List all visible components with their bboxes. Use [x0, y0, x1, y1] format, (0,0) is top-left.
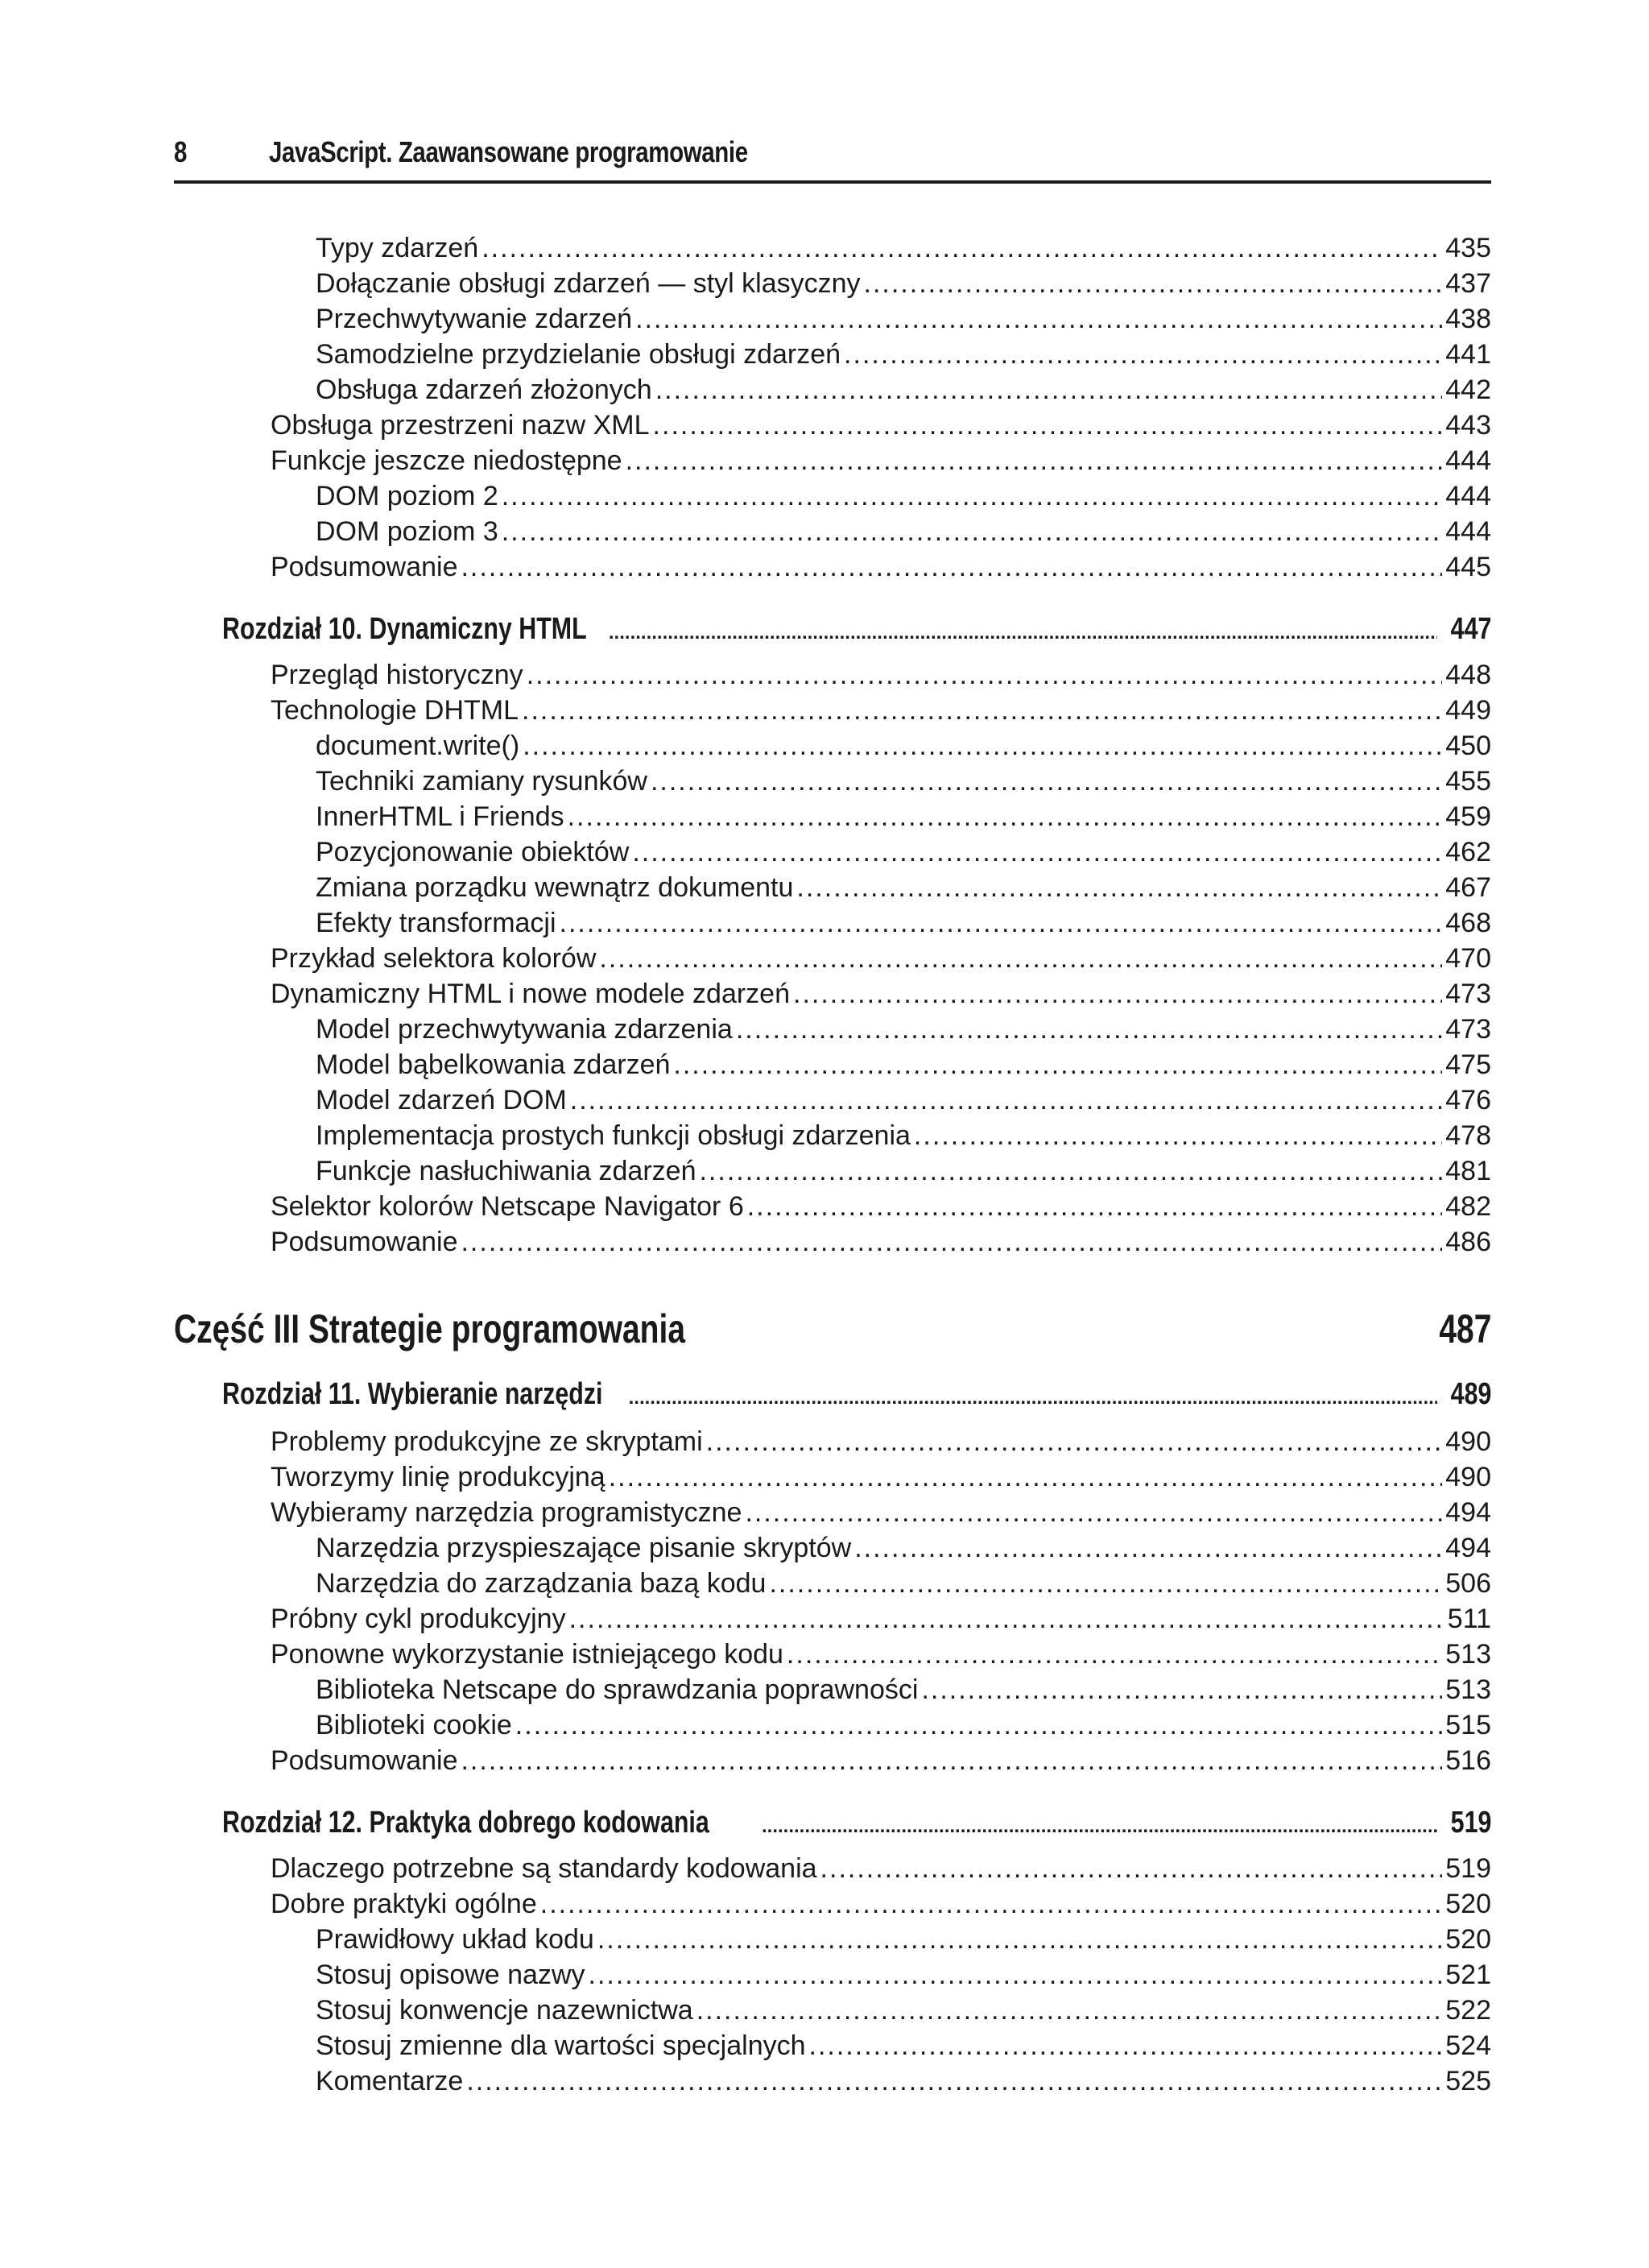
dot-leader [921, 1672, 1442, 1707]
toc-entry[interactable] [271, 1189, 1491, 1224]
dot-leader [696, 1993, 1443, 2028]
part-page: 487 [1438, 1306, 1491, 1351]
toc-entry[interactable] [316, 1082, 1491, 1118]
dot-leader [736, 1012, 1442, 1047]
dot-leader [673, 1047, 1442, 1082]
toc-entry-page: 520 [1445, 1924, 1491, 1955]
toc-entry-page: 450 [1445, 730, 1491, 761]
dot-leader [745, 1495, 1442, 1530]
toc-entry-label: Obsługa przestrzeni nazw XML [271, 410, 650, 441]
toc-entry[interactable] [316, 905, 1491, 941]
toc-entry-label: Model zdarzeń DOM [316, 1085, 567, 1115]
toc-entry[interactable] [316, 1153, 1491, 1189]
dot-leader [481, 230, 1442, 266]
toc-entry-page: 524 [1445, 2030, 1491, 2061]
dot-leader [864, 266, 1443, 301]
toc-entry-page: 438 [1445, 304, 1491, 334]
toc-entry-label: Przegląd historyczny [271, 660, 523, 690]
toc-entry[interactable] [316, 266, 1491, 301]
dot-leader [527, 657, 1443, 693]
toc-entry-label: Model przechwytywania zdarzenia [316, 1014, 733, 1045]
toc-entry-page: 506 [1445, 1568, 1491, 1599]
toc-entry-page: 468 [1445, 908, 1491, 938]
dot-leader [515, 1707, 1442, 1743]
toc-entry[interactable] [271, 976, 1491, 1012]
chapter-title: Rozdział 12. Praktyka dobrego kodowania [222, 1806, 709, 1840]
toc-entry-label: Komentarze [316, 2066, 464, 2096]
toc-entry-page: 455 [1445, 766, 1491, 797]
dot-leader [844, 337, 1442, 372]
toc-entry-page: 494 [1445, 1497, 1491, 1528]
toc-entry-label: Techniki zamiany rysunków [316, 766, 647, 797]
dot-leader [560, 905, 1443, 941]
toc-entry-page: 481 [1445, 1156, 1491, 1186]
toc-entry[interactable] [271, 1851, 1491, 1886]
toc-entry-page: 490 [1445, 1426, 1491, 1457]
toc-entry-label: Pozycjonowanie obiektów [316, 837, 630, 867]
toc-entry[interactable] [316, 1566, 1491, 1601]
dot-leader [523, 728, 1442, 764]
toc-entry[interactable] [316, 301, 1491, 337]
toc-entry[interactable] [316, 514, 1491, 549]
toc-entry-label: Typy zdarzeń [316, 233, 479, 263]
toc-entry-page: 519 [1445, 1853, 1491, 1884]
dot-leader [609, 613, 1437, 649]
toc-entry[interactable] [316, 1922, 1491, 1957]
toc-entry[interactable] [271, 443, 1491, 478]
toc-entry[interactable] [271, 1743, 1491, 1778]
toc-entry-page: 462 [1445, 837, 1491, 867]
toc-entry-label: Stosuj konwencje nazewnictwa [316, 1995, 693, 2026]
toc-entry-page: 442 [1445, 375, 1491, 405]
toc-entry-label: Przykład selektora kolorów [271, 943, 597, 974]
chapter-title: Rozdział 11. Wybieranie narzędzi [222, 1377, 603, 1411]
toc-entry-page: 520 [1445, 1889, 1491, 1919]
dot-leader [522, 693, 1442, 728]
toc-entry[interactable] [316, 1118, 1491, 1153]
toc-entry[interactable] [316, 230, 1491, 266]
dot-leader [653, 408, 1443, 443]
toc-entry[interactable] [316, 372, 1491, 408]
toc-entry[interactable] [316, 870, 1491, 905]
dot-leader [914, 1118, 1442, 1153]
toc-entry-page: 478 [1445, 1120, 1491, 1151]
toc-entry-page: 521 [1445, 1960, 1491, 1990]
toc-entry-page: 516 [1445, 1745, 1491, 1776]
toc-entry-label: Podsumowanie [271, 552, 458, 582]
dot-leader [597, 1922, 1442, 1957]
toc-entry[interactable] [271, 941, 1491, 976]
toc-entry[interactable] [316, 2063, 1491, 2099]
toc-entry-label: Funkcje nasłuchiwania zdarzeń [316, 1156, 696, 1186]
toc-entry-page: 444 [1445, 481, 1491, 511]
toc-entry-label: Podsumowanie [271, 1745, 458, 1776]
dot-leader [809, 2028, 1443, 2063]
toc-entry[interactable] [271, 657, 1491, 693]
toc-entry-label: Technologie DHTML [271, 695, 519, 726]
toc-entry-label: Tworzymy linię produkcyjną [271, 1462, 605, 1492]
toc-entry-label: Problemy produkcyjne ze skryptami [271, 1426, 703, 1457]
toc-entry-label: Funkcje jeszcze niedostępne [271, 445, 622, 476]
toc-entry-label: Zmiana porządku wewnątrz dokumentu [316, 872, 794, 903]
toc-entry-label: Stosuj opisowe nazwy [316, 1960, 585, 1990]
toc-entry[interactable] [316, 1957, 1491, 1993]
toc-entry[interactable] [316, 1707, 1491, 1743]
page-number: 8 [174, 135, 187, 168]
toc-entry-label: Efekty transformacji [316, 908, 556, 938]
toc-entry-label: Ponowne wykorzystanie istniejącego kodu [271, 1639, 783, 1670]
toc-entry-page: 441 [1445, 339, 1491, 370]
toc-entry[interactable] [271, 1637, 1491, 1672]
toc-entry[interactable] [271, 1459, 1491, 1495]
toc-entry[interactable] [316, 1530, 1491, 1566]
toc-entry-label: Dobre praktyki ogólne [271, 1889, 537, 1919]
toc-entry-page: 476 [1445, 1085, 1491, 1115]
chapter-title: Rozdział 10. Dynamiczny HTML [222, 612, 587, 646]
dot-leader [651, 764, 1442, 799]
toc-entry-page: 448 [1445, 660, 1491, 690]
dot-leader [570, 1082, 1442, 1118]
toc-entry-page: 470 [1445, 943, 1491, 974]
toc-entry-label: Samodzielne przydzielanie obsługi zdarzeń [316, 339, 841, 370]
part-title: Część III Strategie programowania [174, 1306, 686, 1351]
toc-entry[interactable] [316, 834, 1491, 870]
dot-leader [796, 870, 1442, 905]
toc-entry-label: Podsumowanie [271, 1227, 458, 1257]
toc-entry-page: 437 [1445, 268, 1491, 299]
toc-entry-label: Biblioteka Netscape do sprawdzania poprawności [316, 1674, 919, 1705]
dot-leader [466, 2063, 1442, 2099]
toc-entry-page: 515 [1445, 1710, 1491, 1740]
toc-entry-label: Prawidłowy układ kodu [316, 1924, 594, 1955]
toc-entry-label: Dlaczego potrzebne są standardy kodowania [271, 1853, 817, 1884]
toc-entry[interactable] [271, 1495, 1491, 1530]
toc-chapter-10[interactable] [222, 609, 1491, 649]
dot-leader [747, 1189, 1443, 1224]
dot-leader [769, 1566, 1442, 1601]
dot-leader [502, 514, 1443, 549]
toc-entry-label: Implementacja prostych funkcji obsługi zdarzenia [316, 1120, 911, 1151]
toc-entry-label: Wybieramy narzędzia programistyczne [271, 1497, 742, 1528]
toc-entry-page: 490 [1445, 1462, 1491, 1492]
toc-entry-page: 513 [1445, 1639, 1491, 1670]
toc-entry[interactable] [316, 337, 1491, 372]
toc-entry-page: 473 [1445, 979, 1491, 1009]
toc-entry-page: 482 [1445, 1191, 1491, 1222]
toc-entry-page: 435 [1445, 233, 1491, 263]
toc-entry-page: 449 [1445, 695, 1491, 726]
toc-entry-label: DOM poziom 3 [316, 516, 498, 547]
dot-leader [540, 1886, 1443, 1922]
toc-entry[interactable] [316, 478, 1491, 514]
toc-entry-page: 467 [1445, 872, 1491, 903]
toc-entry[interactable] [271, 693, 1491, 728]
dot-leader [461, 1224, 1442, 1260]
toc-entry-page: 444 [1445, 516, 1491, 547]
dot-leader [461, 549, 1442, 585]
dot-leader [569, 1601, 1444, 1637]
dot-leader [699, 1153, 1442, 1189]
toc-entry[interactable] [271, 1224, 1491, 1260]
toc-entry[interactable] [271, 408, 1491, 443]
chapter-page: 519 [1450, 1806, 1491, 1840]
dot-leader [609, 1459, 1443, 1495]
toc-entry-page: 445 [1445, 552, 1491, 582]
toc-entry-label: Przechwytywanie zdarzeń [316, 304, 633, 334]
dot-leader [787, 1637, 1442, 1672]
dot-leader [599, 941, 1442, 976]
chapter-page: 489 [1450, 1377, 1491, 1411]
dot-leader [589, 1957, 1443, 1993]
toc-entry[interactable] [316, 1047, 1491, 1082]
toc-entry-page: 513 [1445, 1674, 1491, 1705]
toc-entry-label: Biblioteki cookie [316, 1710, 512, 1740]
dot-leader [706, 1424, 1443, 1459]
dot-leader [820, 1851, 1443, 1886]
running-title: JavaScript. Zaawansowane programowanie [269, 135, 748, 168]
toc-entry-label: DOM poziom 2 [316, 481, 498, 511]
toc-entry[interactable] [316, 2028, 1491, 2063]
chapter-page: 447 [1450, 612, 1491, 646]
dot-leader [632, 834, 1442, 870]
toc-entry-label: Narzędzia do zarządzania bazą kodu [316, 1568, 767, 1599]
dot-leader [762, 1807, 1437, 1843]
dot-leader [854, 1530, 1442, 1566]
toc-entry[interactable] [316, 799, 1491, 834]
toc-entry-label: Dołączanie obsługi zdarzeń — styl klasyczny [316, 268, 861, 299]
dot-leader [568, 799, 1443, 834]
toc-entry-label: Dynamiczny HTML i nowe modele zdarzeń [271, 979, 790, 1009]
dot-leader [655, 372, 1443, 408]
toc-entry-page: 525 [1445, 2066, 1491, 2096]
toc-part-3[interactable] [174, 1303, 1491, 1355]
toc-entry[interactable] [316, 764, 1491, 799]
toc-chapter-11[interactable] [222, 1374, 1491, 1414]
toc-entry-page: 473 [1445, 1014, 1491, 1045]
toc-entry-label: Model bąbelkowania zdarzeń [316, 1049, 671, 1080]
toc-entry[interactable] [316, 728, 1491, 764]
toc-entry[interactable] [316, 1672, 1491, 1707]
dot-leader [629, 1378, 1437, 1414]
toc-entry-page: 444 [1445, 445, 1491, 476]
toc-entry-label: Stosuj zmienne dla wartości specjalnych [316, 2030, 806, 2061]
toc-entry-page: 486 [1445, 1227, 1491, 1257]
toc-entry-page: 443 [1445, 410, 1491, 441]
dot-leader [793, 976, 1442, 1012]
toc-entry-label: Selektor kolorów Netscape Navigator 6 [271, 1191, 744, 1222]
toc-entry-page: 475 [1445, 1049, 1491, 1080]
toc-entry[interactable] [271, 1886, 1491, 1922]
toc-entry[interactable] [316, 1993, 1491, 2028]
dot-leader [635, 301, 1442, 337]
toc-entry-label: Próbny cykl produkcyjny [271, 1604, 566, 1634]
toc-entry[interactable] [271, 1424, 1491, 1459]
toc-chapter-12[interactable] [222, 1802, 1491, 1843]
page-header [174, 135, 1491, 184]
toc-entry-page: 459 [1445, 801, 1491, 832]
toc-entry-page: 494 [1445, 1533, 1491, 1563]
toc-entry[interactable] [316, 1012, 1491, 1047]
dot-leader [461, 1743, 1442, 1778]
dot-leader [502, 478, 1443, 514]
toc-entry[interactable] [271, 549, 1491, 585]
toc-entry-label: Narzędzia przyspieszające pisanie skryptów [316, 1533, 852, 1563]
dot-leader [626, 443, 1443, 478]
toc-entry-page: 511 [1447, 1604, 1491, 1634]
toc-entry-label: document.write() [316, 730, 520, 761]
toc-entry-page: 522 [1445, 1995, 1491, 2026]
toc-entry[interactable] [271, 1601, 1491, 1637]
toc-entry-label: InnerHTML i Friends [316, 801, 564, 832]
toc-entry-label: Obsługa zdarzeń złożonych [316, 375, 652, 405]
